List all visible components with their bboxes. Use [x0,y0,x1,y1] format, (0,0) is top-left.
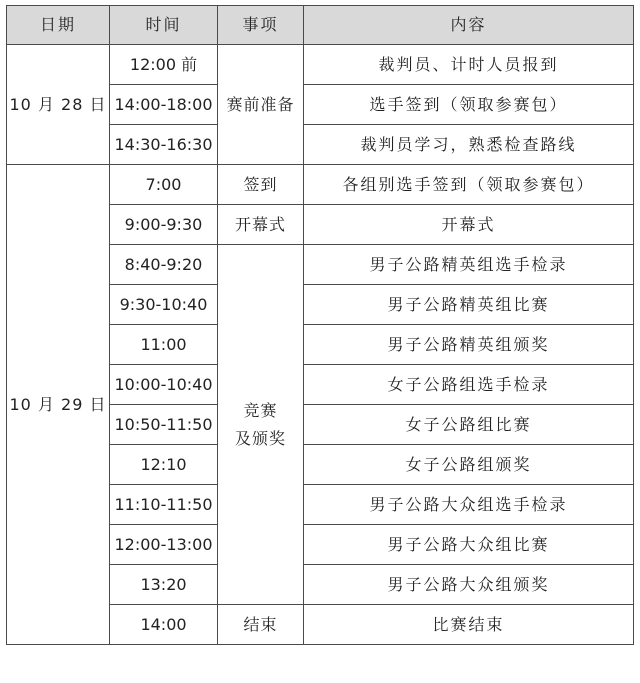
time-cell: 12:10 [110,445,218,485]
table-row [7,45,634,85]
time-cell: 12:00-13:00 [110,525,218,565]
content-cell: 选手签到（领取参赛包） [304,85,634,125]
header-date: 日期 [7,6,110,45]
item-cell: 赛前准备 [218,45,304,165]
item-cell [218,245,304,605]
content-cell: 男子公路精英组比赛 [304,285,634,325]
schedule-table [6,5,634,645]
time-cell: 11:10-11:50 [110,485,218,525]
table-header-row [7,6,634,45]
header-item: 事项 [218,6,304,45]
time-cell: 10:50-11:50 [110,405,218,445]
item-cell: 结束 [218,605,304,645]
table-row [7,165,634,205]
content-cell: 各组别选手签到（领取参赛包） [304,165,634,205]
content-cell: 男子公路精英组颁奖 [304,325,634,365]
time-cell: 11:00 [110,325,218,365]
header-time: 时间 [110,6,218,45]
content-cell: 男子公路大众组选手检录 [304,485,634,525]
date-cell: 10 月 29 日 [7,165,110,645]
content-cell: 裁判员、计时人员报到 [304,45,634,85]
item-label-line: 竞赛 [243,400,278,420]
item-cell: 开幕式 [218,205,304,245]
content-cell: 男子公路大众组比赛 [304,525,634,565]
time-cell: 13:20 [110,565,218,605]
time-cell: 9:00-9:30 [110,205,218,245]
time-cell: 14:00-18:00 [110,85,218,125]
time-cell: 14:00 [110,605,218,645]
content-cell: 男子公路大众组颁奖 [304,565,634,605]
time-cell: 14:30-16:30 [110,125,218,165]
time-cell: 9:30-10:40 [110,285,218,325]
header-content: 内容 [304,6,634,45]
content-cell: 开幕式 [304,205,634,245]
time-cell: 8:40-9:20 [110,245,218,285]
time-cell: 10:00-10:40 [110,365,218,405]
item-cell: 签到 [218,165,304,205]
item-label-line: 及颁奖 [234,428,286,448]
time-cell: 7:00 [110,165,218,205]
date-cell: 10 月 28 日 [7,45,110,165]
content-cell: 男子公路精英组选手检录 [304,245,634,285]
content-cell: 女子公路组选手检录 [304,365,634,405]
content-cell: 裁判员学习，熟悉检查路线 [304,125,634,165]
content-cell: 比赛结束 [304,605,634,645]
time-cell: 12:00 前 [110,45,218,85]
content-cell: 女子公路组比赛 [304,405,634,445]
content-cell: 女子公路组颁奖 [304,445,634,485]
